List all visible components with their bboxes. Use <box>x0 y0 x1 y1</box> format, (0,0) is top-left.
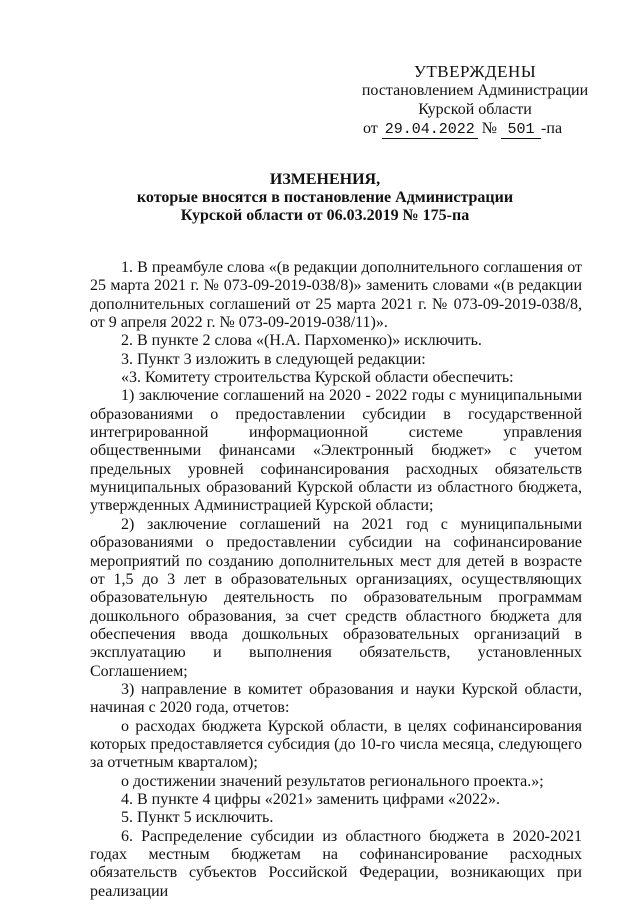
paragraph: 4. В пункте 4 цифры «2021» заменить цифрами «2022». <box>121 790 501 808</box>
paragraph: 2) заключение соглашений на 2021 год с муниципальными образованиями о предоставлении субсидии на софинансирование мероприятий по созданию дополнительных мест для детей в возрасте от 1,5 до 3 лет в образовательных организациях, осуществляющих образовательную деятельность по образовательным программам дошкольного образования, за счет средств областного бюджета для обеспечения ввода дошкольных образовательных организаций в эксплуатацию и выполнения обязательств, установленных Соглашением; <box>90 515 582 680</box>
number-suffix: -па <box>541 120 563 137</box>
title-line-2: которые вносятся в постановление Администрации <box>136 189 514 206</box>
document-title <box>95 171 555 225</box>
title-line-1: ИЗМЕНЕНИЯ, <box>269 171 381 188</box>
approval-date-line <box>355 119 595 139</box>
paragraph: «3. Комитету строительства Курской области обеспечить: <box>121 369 514 387</box>
approval-heading: УТВЕРЖДЕНЫ <box>413 62 537 81</box>
paragraph: 3) направление в комитет образования и науки Курской области, начиная с 2020 года, отчетов: <box>90 680 582 717</box>
approval-line-1: постановлением Администрации <box>361 82 589 99</box>
paragraph: о достижении значений результатов регионального проекта.»; <box>121 772 544 790</box>
paragraph: 6. Распределение субсидии из областного бюджета в 2020-2021 годах местным бюджетам на софинансирование расходных обязательств субъектов Российской Федерации, возникающих при реализации <box>90 827 582 900</box>
approval-number: 501 <box>501 122 541 139</box>
approval-stamp <box>355 62 595 139</box>
paragraph: 5. Пункт 5 исключить. <box>121 809 274 827</box>
approval-line-2: Курской области <box>418 101 532 118</box>
paragraph: 3. Пункт 3 изложить в следующей редакции: <box>121 350 426 368</box>
paragraph: 1) заключение соглашений на 2020 - 2022 годы с муниципальными образованиями о предоставлении субсидии в государственной интегрированной информационной системе управления общественными финансами «Электронный бюджет» с учетом предельных уровней софинансирования расходных обязательств муниципальных образований Курской области из областного бюджета, утвержденных Администрацией Курской области; <box>90 387 582 515</box>
paragraph: о расходах бюджета Курской области, в целях софинансирования которых предоставляется субсидия (до 10-го числа месяца, следующего за отчетным кварталом); <box>90 717 582 772</box>
paragraph: 2. В пункте 2 слова «(Н.А. Пархоменко)» исключить. <box>121 332 482 350</box>
date-prefix: от <box>363 120 378 137</box>
document-body <box>90 259 582 901</box>
number-prefix: № <box>481 120 498 137</box>
approval-date: 29.04.2022 <box>382 122 478 139</box>
paragraph: 1. В преамбуле слова «(в редакции дополнительного соглашения от 25 марта 2021 г. № 073-09-2019-038/8)» заменить словами «(в редакции дополнительных соглашений от 25 марта 2021 г. № 073-09-2019-038/8, от 9 апреля 2022 г. № 073-09-2019-038/11)». <box>90 259 582 332</box>
title-line-3: Курской области от 06.03.2019 № 175-па <box>180 207 470 224</box>
